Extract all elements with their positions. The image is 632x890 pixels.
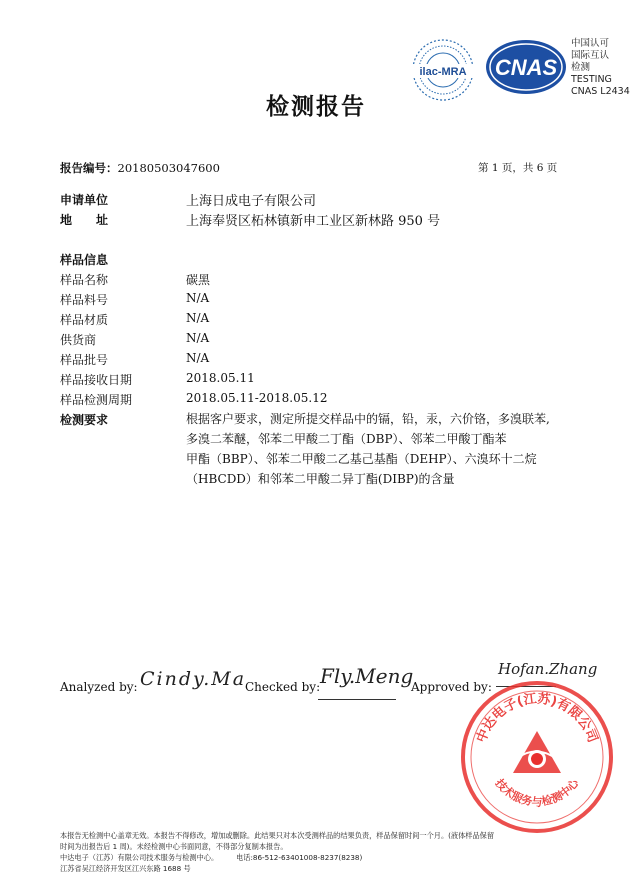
requirement-line: （HBCDD）和邻苯二甲酸二异丁酯(DIBP)的含量 [186, 472, 455, 486]
signature-underline [318, 699, 396, 700]
sample-row-value: N/A [186, 291, 210, 305]
cert-line: TESTING [571, 74, 612, 85]
sample-section-label: 样品信息 [60, 253, 109, 267]
cert-line: CNAS L2434 [571, 86, 630, 97]
sample-row-value: N/A [186, 351, 210, 365]
footer-line: 时间为出报告后 1 周)。未经检测中心书面同意，不得部分复制本报告。 [60, 842, 288, 851]
applicant-value: 上海日成电子有限公司 [186, 194, 317, 209]
report-number-label: 报告编号： [60, 161, 118, 175]
requirement-line: 甲酯（BBP）、邻苯二甲酸二乙基己基酯（DEHP）、六溴环十二烷 [186, 452, 537, 466]
approved-by-label: Approved by: [411, 680, 492, 694]
sample-row-label: 样品材质 [60, 313, 109, 327]
cert-line: 检测 [571, 62, 591, 73]
checked-by-label: Checked by: [245, 680, 321, 694]
sample-row-label: 样品名称 [60, 273, 109, 287]
sample-row-value: 2018.05.11-2018.05.12 [186, 391, 328, 405]
requirement-line: 根据客户要求，测定所提交样品中的镉，铅，汞，六价铬，多溴联苯, [186, 412, 550, 426]
seal-top-text: 中达电子(江苏)有限公司 [474, 691, 600, 745]
requirement-text [186, 409, 606, 489]
cert-line: 国际互认 [571, 50, 610, 61]
sample-row-value: 碳黑 [186, 273, 211, 287]
analyzed-by-label: Analyzed by: [60, 680, 138, 694]
report-number [60, 160, 220, 176]
address-label: 地 址 [60, 213, 109, 227]
page-title: 检测报告 [266, 94, 366, 120]
checked-signature: Fly.Meng [320, 664, 414, 688]
footer-line: 本报告无检测中心盖章无效。本报告不得修改，增加或删除。此结果只对本次受测样品的结果负责，样品保留时间一个月。(液体样品保留 [60, 831, 495, 840]
sample-row-label: 样品接收日期 [60, 373, 133, 387]
sample-row-label: 样品料号 [60, 293, 109, 307]
ilac-mra-text: ilac-MRA [419, 66, 467, 78]
approved-signature: Hofan.Zhang [498, 660, 598, 678]
sample-row-label: 样品批号 [60, 353, 109, 367]
sample-row-label: 供货商 [60, 333, 97, 347]
footer-line: 中达电子（江苏）有限公司技术服务与检测中心。 电话:86-512-63401008-8237(8238) [60, 853, 363, 862]
sample-row-label: 样品检测周期 [60, 393, 133, 407]
footer-notes [60, 830, 600, 874]
svg-text:技术服务与检测中心 [492, 775, 582, 808]
cnas-text: CNAS [494, 55, 558, 80]
sample-row-value: N/A [186, 311, 210, 325]
seal-bottom-text: 技术服务与检测中心 [492, 776, 582, 809]
requirement-line: 多溴二苯醚，邻苯二甲酸二丁酯（DBP）、邻苯二甲酸丁酯苯 [186, 432, 507, 446]
company-seal [459, 679, 615, 835]
requirement-label: 检测要求 [60, 413, 109, 427]
analyzed-signature: Cindy.Ma [140, 668, 247, 690]
cert-line: 中国认可 [571, 38, 610, 49]
report-number-value: 20180503047600 [117, 161, 220, 175]
applicant-label: 申请单位 [60, 193, 109, 207]
address-value: 上海奉贤区柘林镇新申工业区新林路 950 号 [186, 214, 441, 229]
sample-row-value: 2018.05.11 [186, 371, 255, 385]
sample-row-value: N/A [186, 331, 210, 345]
footer-line: 江苏省吴江经济开发区江兴东路 1688 号 [60, 864, 191, 873]
page-info: 第 1 页，共 6 页 [478, 162, 558, 174]
